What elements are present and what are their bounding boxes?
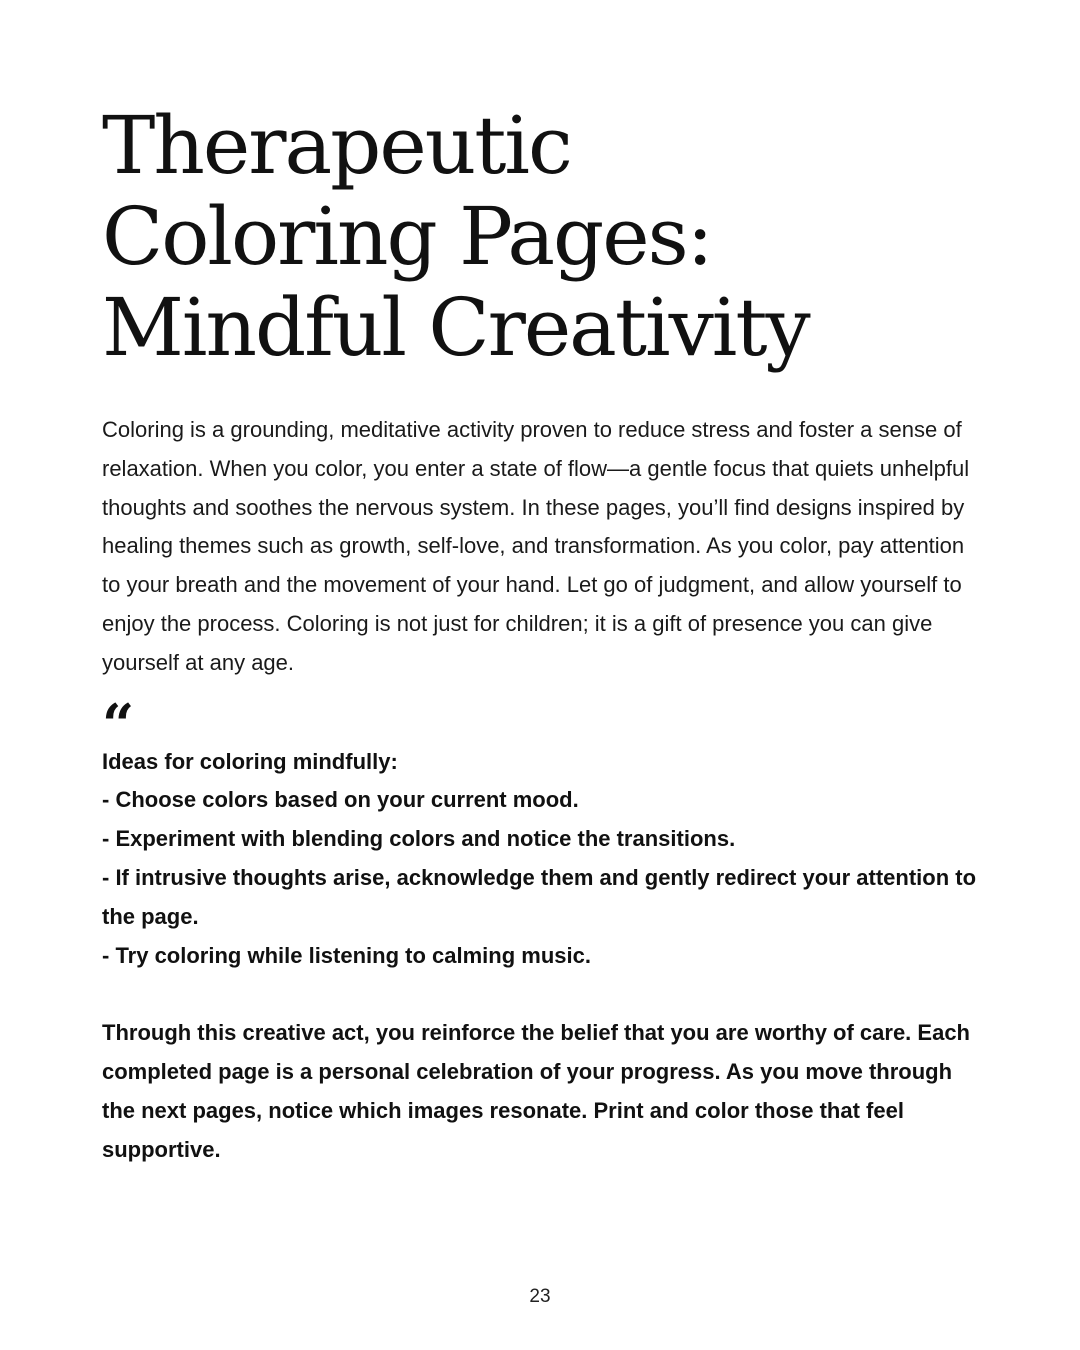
title-line-1: Therapeutic — [102, 99, 571, 192]
page-content — [102, 100, 982, 1169]
intro-paragraph: Coloring is a grounding, meditative activity proven to reduce stress and foster a sense of relaxation. When you color, you enter a state of flow—a gentle focus that quiets unhelpful thoughts and soothes the nervous system. In these pages, you’ll find designs inspired by healing themes such as growth, self-love, and transformation. As you color, pay attention to your breath and the movement of your hand. Let go of judgment, and allow yourself to enjoy the process. Coloring is not just for children; it is a gift of presence you can give yourself at any age. — [102, 417, 970, 675]
list-item: - Try coloring while listening to calming music. — [102, 942, 591, 968]
title-line-2: Coloring Pages: — [102, 190, 712, 283]
page-number: 23 — [529, 1286, 551, 1307]
list-item: - Choose colors based on your current mood. — [102, 787, 579, 813]
list-item: - Experiment with blending colors and notice the transitions. — [102, 826, 736, 852]
title-line-3: Mindful Creativity — [102, 281, 809, 374]
page-title — [102, 100, 982, 373]
list-item: - If intrusive thoughts arise, acknowledge them and gently redirect your attention to the page. — [102, 864, 977, 929]
quote-heading: Ideas for coloring mindfully: — [102, 748, 398, 774]
quote-block — [102, 743, 982, 1170]
closing-paragraph: Through this creative act, you reinforce the belief that you are worthy of care. Each completed page is a personal celebration of your progress. As you move through the next pages, notice which images resonate. Print and color those that feel supportive. — [102, 1020, 970, 1162]
quote-mark-icon: “ — [102, 691, 135, 758]
